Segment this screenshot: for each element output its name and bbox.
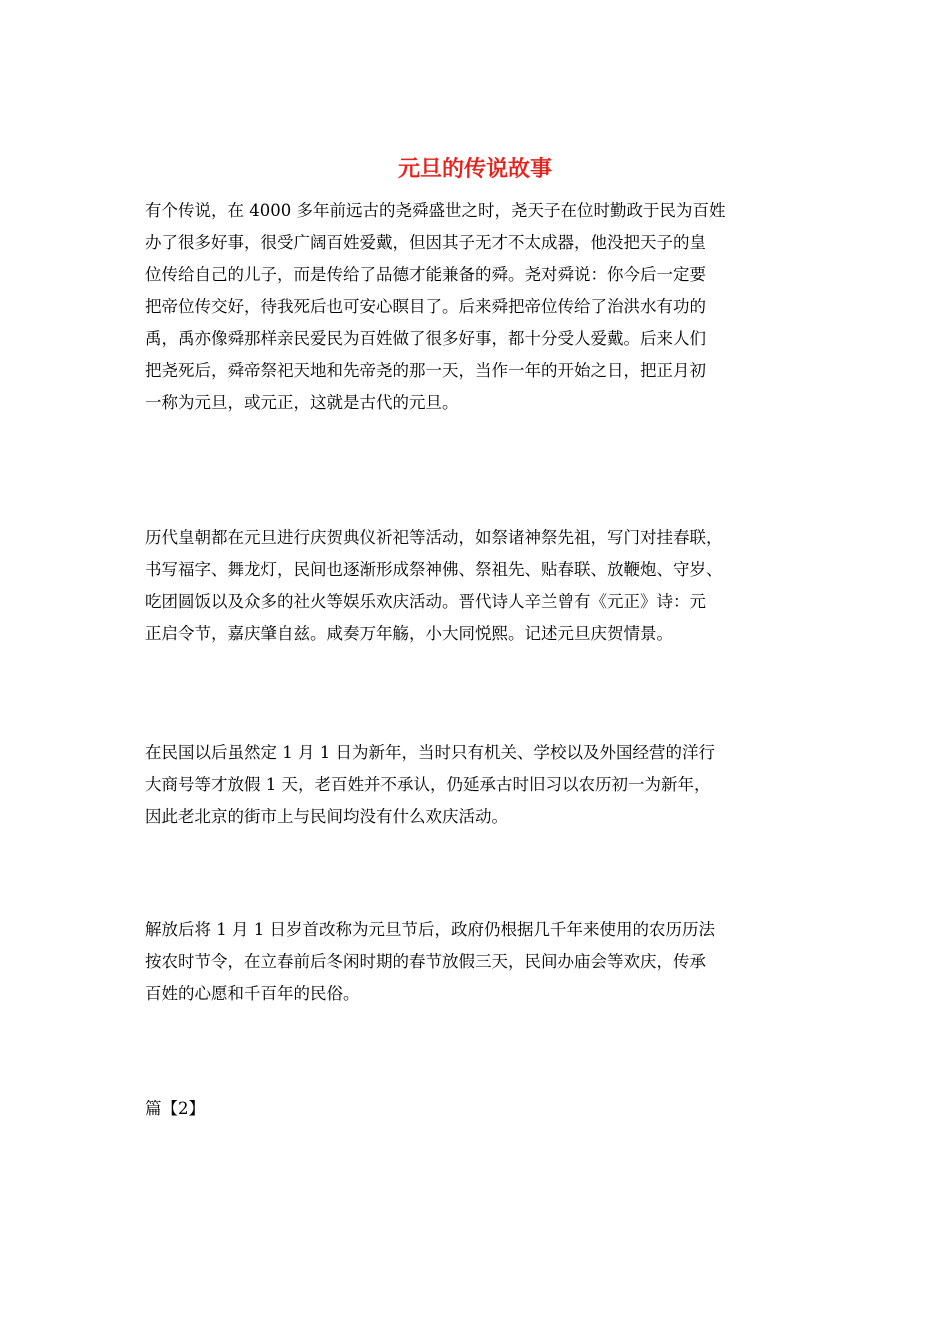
paragraph-liberation — [145, 914, 817, 1010]
section-heading — [145, 1093, 817, 1125]
text-line: 办了很多好事，很受广阔百姓爱戴，但因其子无才不太成器，他没把天子的皇 — [145, 233, 706, 252]
text-line: 因此老北京的街市上与民间均没有什么欢庆活动。 — [145, 807, 508, 826]
text-line: 百姓的心愿和千百年的民俗。 — [145, 984, 360, 1003]
text-line: 把尧死后，舜帝祭祀天地和先帝尧的那一天，当作一年的开始之日，把正月初 — [145, 361, 706, 380]
text-line: 书写福字、舞龙灯，民间也逐渐形成祭神佛、祭祖先、贴春联、放鞭炮、守岁、 — [145, 560, 723, 579]
text-line: 篇【2】 — [145, 1099, 205, 1118]
document-title: 元旦的传说故事 — [397, 156, 552, 182]
text-line: 位传给自己的儿子，而是传给了品德才能兼备的舜。尧对舜说：你今后一定要 — [145, 265, 706, 284]
text-line: 禹，禹亦像舜那样亲民爱民为百姓做了很多好事，都十分受人爱戴。后来人们 — [145, 329, 706, 348]
text-line: 大商号等才放假 1 天，老百姓并不承认，仍延承古时旧习以农历初一为新年， — [145, 775, 711, 794]
text-line: 吃团圆饭以及众多的社火等娱乐欢庆活动。晋代诗人辛兰曾有《元正》诗：元 — [145, 592, 706, 611]
text-line: 历代皇朝都在元旦进行庆贺典仪祈祀等活动，如祭诸神祭先祖，写门对挂春联， — [145, 528, 723, 547]
text-line: 有个传说，在 4000 多年前远古的尧舜盛世之时，尧天子在位时勤政于民为百姓 — [145, 201, 726, 220]
paragraph-dynasties — [145, 522, 817, 650]
paragraph-republic — [145, 737, 817, 833]
text-line: 把帝位传交好，待我死后也可安心瞑目了。后来舜把帝位传给了治洪水有功的 — [145, 297, 706, 316]
text-line: 在民国以后虽然定 1 月 1 日为新年，当时只有机关、学校以及外国经营的洋行 — [145, 743, 715, 762]
text-line: 按农时节令，在立春前后冬闲时期的春节放假三天，民间办庙会等欢庆，传承 — [145, 952, 706, 971]
text-line: 正启令节，嘉庆肇自兹。咸奏万年觞，小大同悦熙。记述元旦庆贺情景。 — [145, 624, 673, 643]
paragraph-legend — [145, 195, 817, 419]
text-line: 一称为元旦，或元正，这就是古代的元旦。 — [145, 393, 459, 412]
text-line: 解放后将 1 月 1 日岁首改称为元旦节后，政府仍根据几千年来使用的农历历法 — [145, 920, 715, 939]
